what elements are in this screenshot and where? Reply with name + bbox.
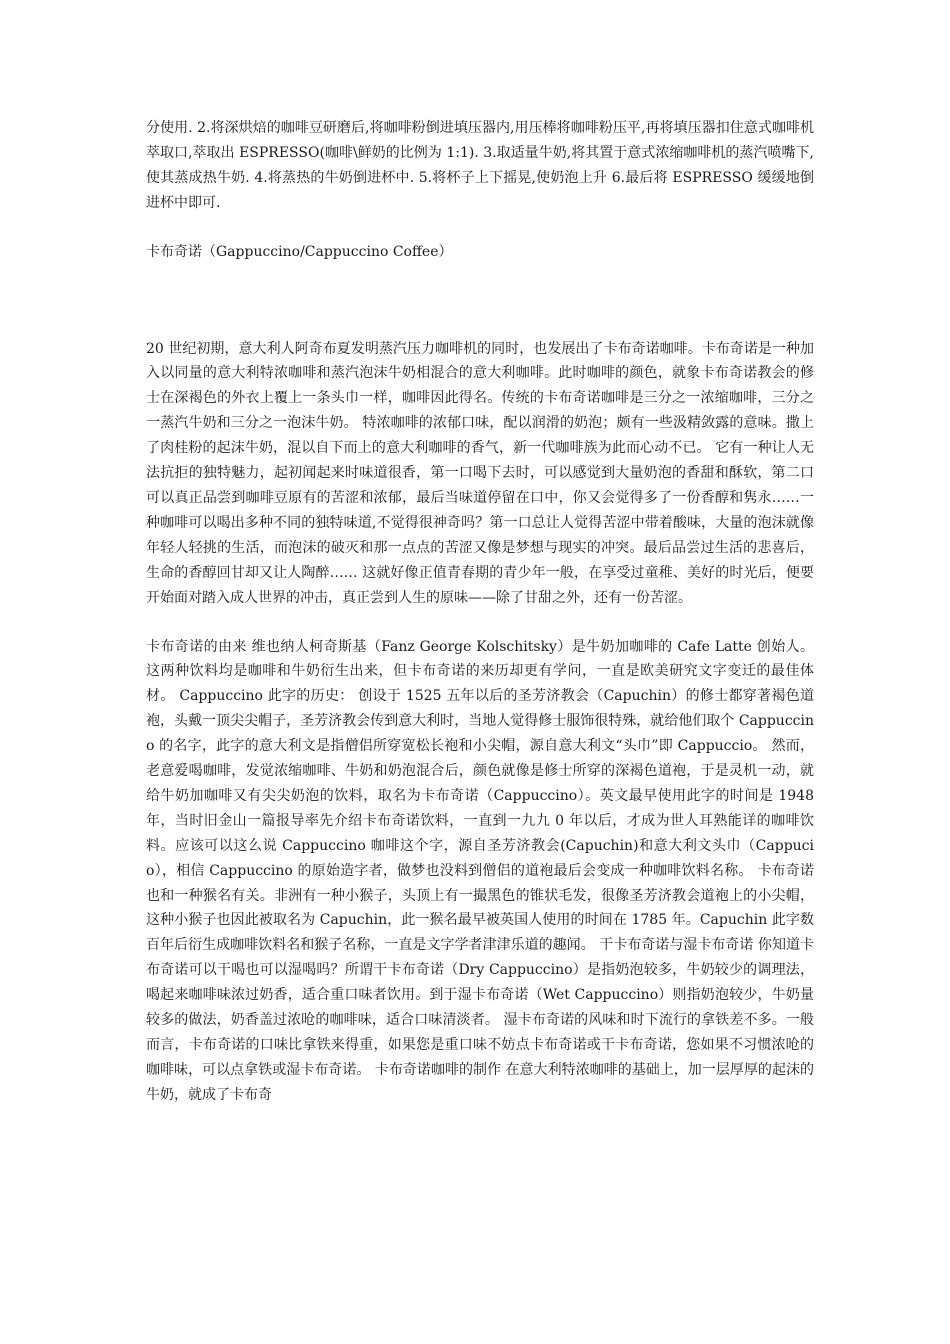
document-page — [146, 116, 814, 1108]
paragraph-history-and-taste: 20 世纪初期，意大利人阿奇布夏发明蒸汽压力咖啡机的同时，也发展出了卡布奇诺咖啡。卡布奇诺是一种加入以同量的意大利特浓咖啡和蒸汽泡沫牛奶相混合的意大利咖啡。此时咖啡的颜色，就象卡布奇诺教会的修士在深褐色的外衣上覆上一条头巾一样，咖啡因此得名。传统的卡布奇诺咖啡是三分之一浓缩咖啡，三分之一蒸汽牛奶和三分之一泡沫牛奶。 特浓咖啡的浓郁口味，配以润滑的奶泡；颇有一些汲精敛露的意味。撒上了肉桂粉的起沫牛奶，混以自下而上的意大利咖啡的香气，新一代咖啡族为此而心动不已。 它有一种让人无法抗拒的独特魅力，起初闻起来时味道很香，第一口喝下去时，可以感觉到大量奶泡的香甜和酥软，第二口可以真正品尝到咖啡豆原有的苦涩和浓郁，最后当味道停留在口中，你又会觉得多了一份香醇和隽永……一种咖啡可以喝出多种不同的独特味道,不觉得很神奇吗？第一口总让人觉得苦涩中带着酸味，大量的泡沫就像年轻人轻挑的生活，而泡沫的破灭和那一点点的苦涩又像是梦想与现实的冲突。最后品尝过生活的悲喜后，生命的香醇回甘却又让人陶醉…… 这就好像正值青春期的青少年一般，在享受过童稚、美好的时光后，便要开始面对踏入成人世界的冲击，真正尝到人生的原味——除了甘甜之外，还有一份苦涩。 — [146, 340, 814, 606]
spacer — [146, 265, 814, 337]
paragraph-preparation-steps: 分使用. 2.将深烘焙的咖啡豆研磨后,将咖啡粉倒进填压器内,用压棒将咖啡粉压平,再将填压器扣住意式咖啡机萃取口,萃取出 ESPRESSO(咖啡\鲜奶的比例为 1:1). 3.取适量牛奶,将其置于意式浓缩咖啡机的蒸汽喷嘴下,使其蒸成热牛奶. 4.将蒸热的牛奶倒进杯中. 5.将杯子上下摇晃,使奶泡上升 6.最后将 ESPRESSO 缓缓地倒进杯中即可. — [146, 120, 814, 211]
section-heading-cappuccino: 卡布奇诺（Gappuccino/Cappuccino Coffee） — [146, 243, 453, 260]
paragraph-origin-of-name: 卡布奇诺的由来 维也纳人柯奇斯基（Fanz George Kolschitsky）是牛奶加咖啡的 Cafe Latte 创始人。 这两种饮料均是咖啡和牛奶衍生出来，但卡布奇诺的来历却更有学问，一直是欧美研究文字变迁的最佳体材。 Cappuccino 此字的历史： 创设于 1525 五年以后的圣芳济教会（Capuchin）的修士都穿著褐色道袍，头戴一顶尖尖帽子，圣芳济教会传到意大利时，当地人觉得修士服饰很特殊，就给他们取个 Cappuccino 的名字，此字的意大利文是指僧侣所穿宽松长袍和小尖帽，源自意大利文“头巾”即 Cappuccio。 然而，老意爱喝咖啡，发觉浓缩咖啡、牛奶和奶泡混合后，颜色就像是修士所穿的深褐色道袍，于是灵机一动，就给牛奶加咖啡又有尖尖奶泡的饮料，取名为卡布奇诺（Cappuccino）。英文最早使用此字的时间是 1948 年，当时旧金山一篇报导率先介绍卡布奇诺饮料，一直到一九九 0 年以后，才成为世人耳熟能详的咖啡饮料。应该可以这么说 Cappuccino 咖啡这个字，源自圣芳济教会(Capuchin)和意大利文头巾（Cappucio），相信 Cappuccino 的原始造字者，做梦也没料到僧侣的道袍最后会变成一种咖啡饮料名称。 卡布奇诺也和一种猴名有关。非洲有一种小猴子，头顶上有一撮黑色的锥状毛发，很像圣芳济教会道袍上的小尖帽，这种小猴子也因此被取名为 Capuchin，此一猴名最早被英国人使用的时间在 1785 年。Capuchin 此字数百年后衍生成咖啡饮料名和猴子名称，一直是文字学者津津乐道的趣闻。 干卡布奇诺与湿卡布奇诺 你知道卡布奇诺可以干喝也可以湿喝吗？所谓干卡布奇诺（Dry Cappuccino）是指奶泡较多，牛奶较少的调理法，喝起来咖啡味浓过奶香，适合重口味者饮用。到于湿卡布奇诺（Wet Cappuccino）则指奶泡较少，牛奶量较多的做法，奶香盖过浓呛的咖啡味，适合口味清淡者。 湿卡布奇诺的风味和时下流行的拿铁差不多。一般而言，卡布奇诺的口味比拿铁来得重，如果您是重口味不妨点卡布奇诺或干卡布奇诺，您如果不习惯浓呛的咖啡味，可以点拿铁或湿卡布奇诺。 卡布奇诺咖啡的制作 在意大利特浓咖啡的基础上，加一层厚厚的起沫的牛奶，就成了卡布奇 — [146, 638, 814, 1103]
